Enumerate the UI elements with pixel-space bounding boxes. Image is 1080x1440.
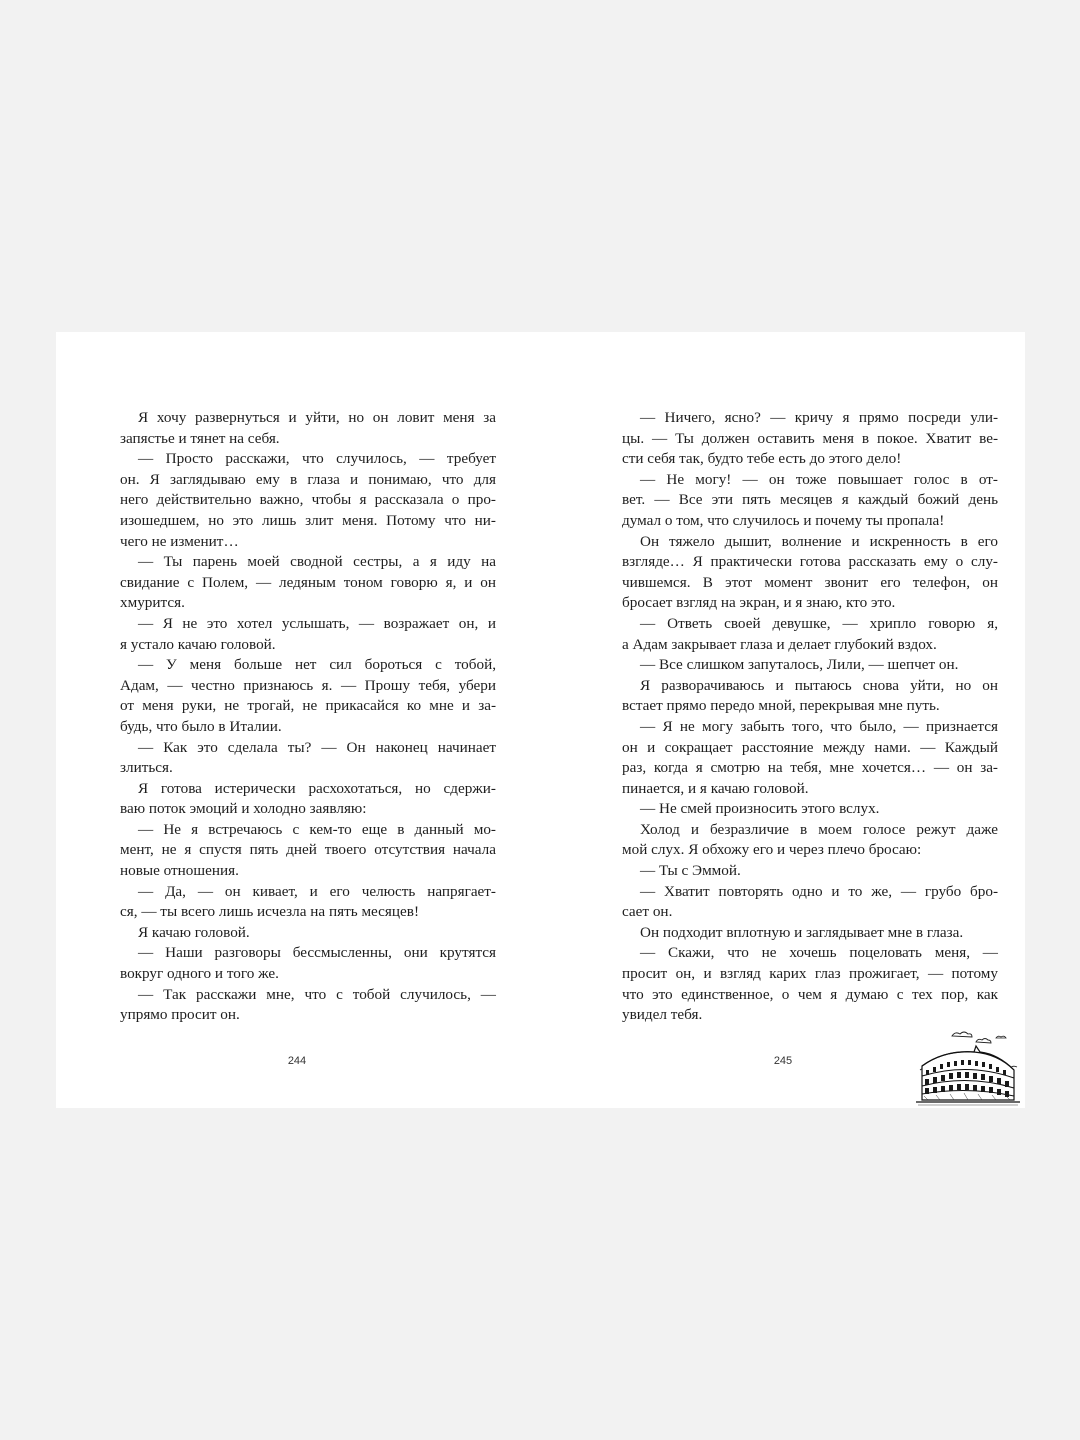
left-page-text-line: — Да, — он кивает, и его челюсть напрягает- <box>138 882 496 900</box>
right-page-text-line: что это единственное, о чем я думаю с тех пор, как <box>622 985 998 1003</box>
right-page-text-line: — Не смей произносить этого вслух. <box>640 800 880 818</box>
right-page-text-line: просит он, и взгляд карих глаз прожигает, — потому <box>622 965 998 983</box>
right-page-text-line: бросает взгляд на экран, и я знаю, кто это. <box>622 594 896 612</box>
right-page-text-line: — Не могу! — он тоже повышает голос в от- <box>640 470 998 488</box>
right-page-text-line: раз, когда я смотрю на тебя, мне хочется… — он за- <box>622 759 998 777</box>
right-page-text-line: сти себя так, будто тебе есть до этого дело! <box>622 450 902 468</box>
right-page-text-line: — Все слишком запуталось, Лили, — шепчет он. <box>640 656 959 674</box>
right-page-text-line: — Ответь своей девушке, — хрипло говорю я, <box>640 614 998 632</box>
left-page-text-line: — Я не это хотел услышать, — возражает он, и <box>138 614 496 632</box>
right-page-text-line: — Ничего, ясно? — кричу я прямо посреди ули- <box>640 409 998 426</box>
right-page-text-line: Я разворачиваюсь и пытаюсь снова уйти, но он <box>640 676 998 694</box>
left-page-text-line: Я хочу развернуться и уйти, но он ловит меня за <box>138 409 496 426</box>
right-page-text-line: увидел тебя. <box>622 1006 703 1024</box>
right-page-text-line: Он подходит вплотную и заглядывает мне в глаза. <box>640 923 964 941</box>
left-page-text-line: — Наши разговоры бессмысленны, они крутятся <box>138 944 496 962</box>
right-page-text-line: чившемся. В этот момент звонит его телефон, он <box>622 573 998 591</box>
left-page-number: 244 <box>287 1055 307 1067</box>
left-page-text-line: упрямо просит он. <box>120 1006 240 1024</box>
left-page-text-line: хмурится. <box>120 594 185 612</box>
right-page-number: 245 <box>773 1055 793 1067</box>
left-page-text-line: — Ты парень моей сводной сестры, а я иду на <box>138 553 496 571</box>
left-page-text-line: запястье и тянет на себя. <box>120 429 280 447</box>
right-page-text-line: — Хватит повторять одно и то же, — грубо бро- <box>640 882 998 900</box>
right-page-text <box>622 408 998 1026</box>
left-page-text-line: я устало качаю головой. <box>120 635 276 653</box>
right-page-text-line: цы. — Ты должен оставить меня в покое. Хватит ве- <box>622 429 998 447</box>
left-page-text-line: изошедшем, но это лишь злит меня. Потому что ни- <box>120 511 496 529</box>
right-page-text-line: пинается, и я качаю головой. <box>622 779 809 797</box>
right-page-text-line: мой слух. Я обхожу его и через плечо бросаю: <box>622 841 922 859</box>
left-page-text-line: Адам, — честно признаюсь я. — Прошу тебя, убери <box>120 676 496 694</box>
left-page-text-line: злиться. <box>120 759 173 777</box>
right-page-text-line: а Адам закрывает глаза и делает глубокий вздох. <box>622 635 937 653</box>
right-page-text-line: встает прямо передо мной, перекрывая мне путь. <box>622 697 940 715</box>
left-page-text-line: — Не я встречаюсь с кем-то еще в данный мо- <box>138 820 496 838</box>
left-page-text-line: чего не изменит… <box>120 532 239 550</box>
right-page-text-line: — Скажи, что не хочешь поцеловать меня, — <box>640 944 998 962</box>
colosseum-illustration-icon <box>914 1026 1024 1108</box>
left-page-text-line: ся, — ты всего лишь исчезла на пять месяцев! <box>120 903 419 921</box>
left-page-text-line: от меня руки, не трогай, не прикасайся ко мне и за- <box>120 697 496 715</box>
left-page-text-line: — Просто расскажи, что случилось, — требует <box>138 450 496 468</box>
left-page-text-line: мент, не я спустя пять дней твоего отсутствия начала <box>120 841 496 859</box>
left-page-text-line: — У меня больше нет сил бороться с тобой, <box>138 656 496 674</box>
left-page-text-line: вокруг одного и того же. <box>120 965 279 983</box>
right-page-text-line: взгляде… Я практически готова рассказать ему о слу- <box>622 553 998 571</box>
book-spread <box>56 332 1025 1108</box>
right-page-text-line: сает он. <box>622 903 673 921</box>
left-page-text-line: будь, что было в Италии. <box>120 717 282 735</box>
right-page-text-line: думал о том, что случилось и почему ты пропала! <box>622 511 945 529</box>
left-page-text-line: новые отношения. <box>120 862 239 880</box>
left-page-text-line: Я готова истерически расхохотаться, но сдержи- <box>138 779 496 797</box>
right-page-text-line: вет. — Все эти пять месяцев я каждый божий день <box>622 491 998 509</box>
left-page-text <box>120 408 496 1026</box>
right-page-text-line: — Я не могу забыть того, что было, — признается <box>640 717 998 735</box>
left-page-text-line: него действительно важно, чтобы я рассказала о про- <box>120 491 496 509</box>
right-page-text-line: — Ты с Эммой. <box>640 862 741 880</box>
left-page-text-line: свидание с Полем, — ледяным тоном говорю я, и он <box>120 573 496 591</box>
left-page-text-line: он. Я заглядываю ему в глаза и понимаю, что для <box>120 470 496 488</box>
right-page-text-line: Он тяжело дышит, волнение и искренность в его <box>640 532 998 550</box>
right-page-text-line: Холод и безразличие в моем голосе режут даже <box>640 820 998 838</box>
left-page-text-line: — Так расскажи мне, что с тобой случилось, — <box>138 985 496 1003</box>
right-page-text-line: он и сокращает расстояние между нами. — Каждый <box>622 738 998 756</box>
left-page-text-line: ваю поток эмоций и холодно заявляю: <box>120 800 367 818</box>
left-page-text-line: — Как это сделала ты? — Он наконец начинает <box>138 738 496 756</box>
left-page-text-line: Я качаю головой. <box>138 923 250 941</box>
